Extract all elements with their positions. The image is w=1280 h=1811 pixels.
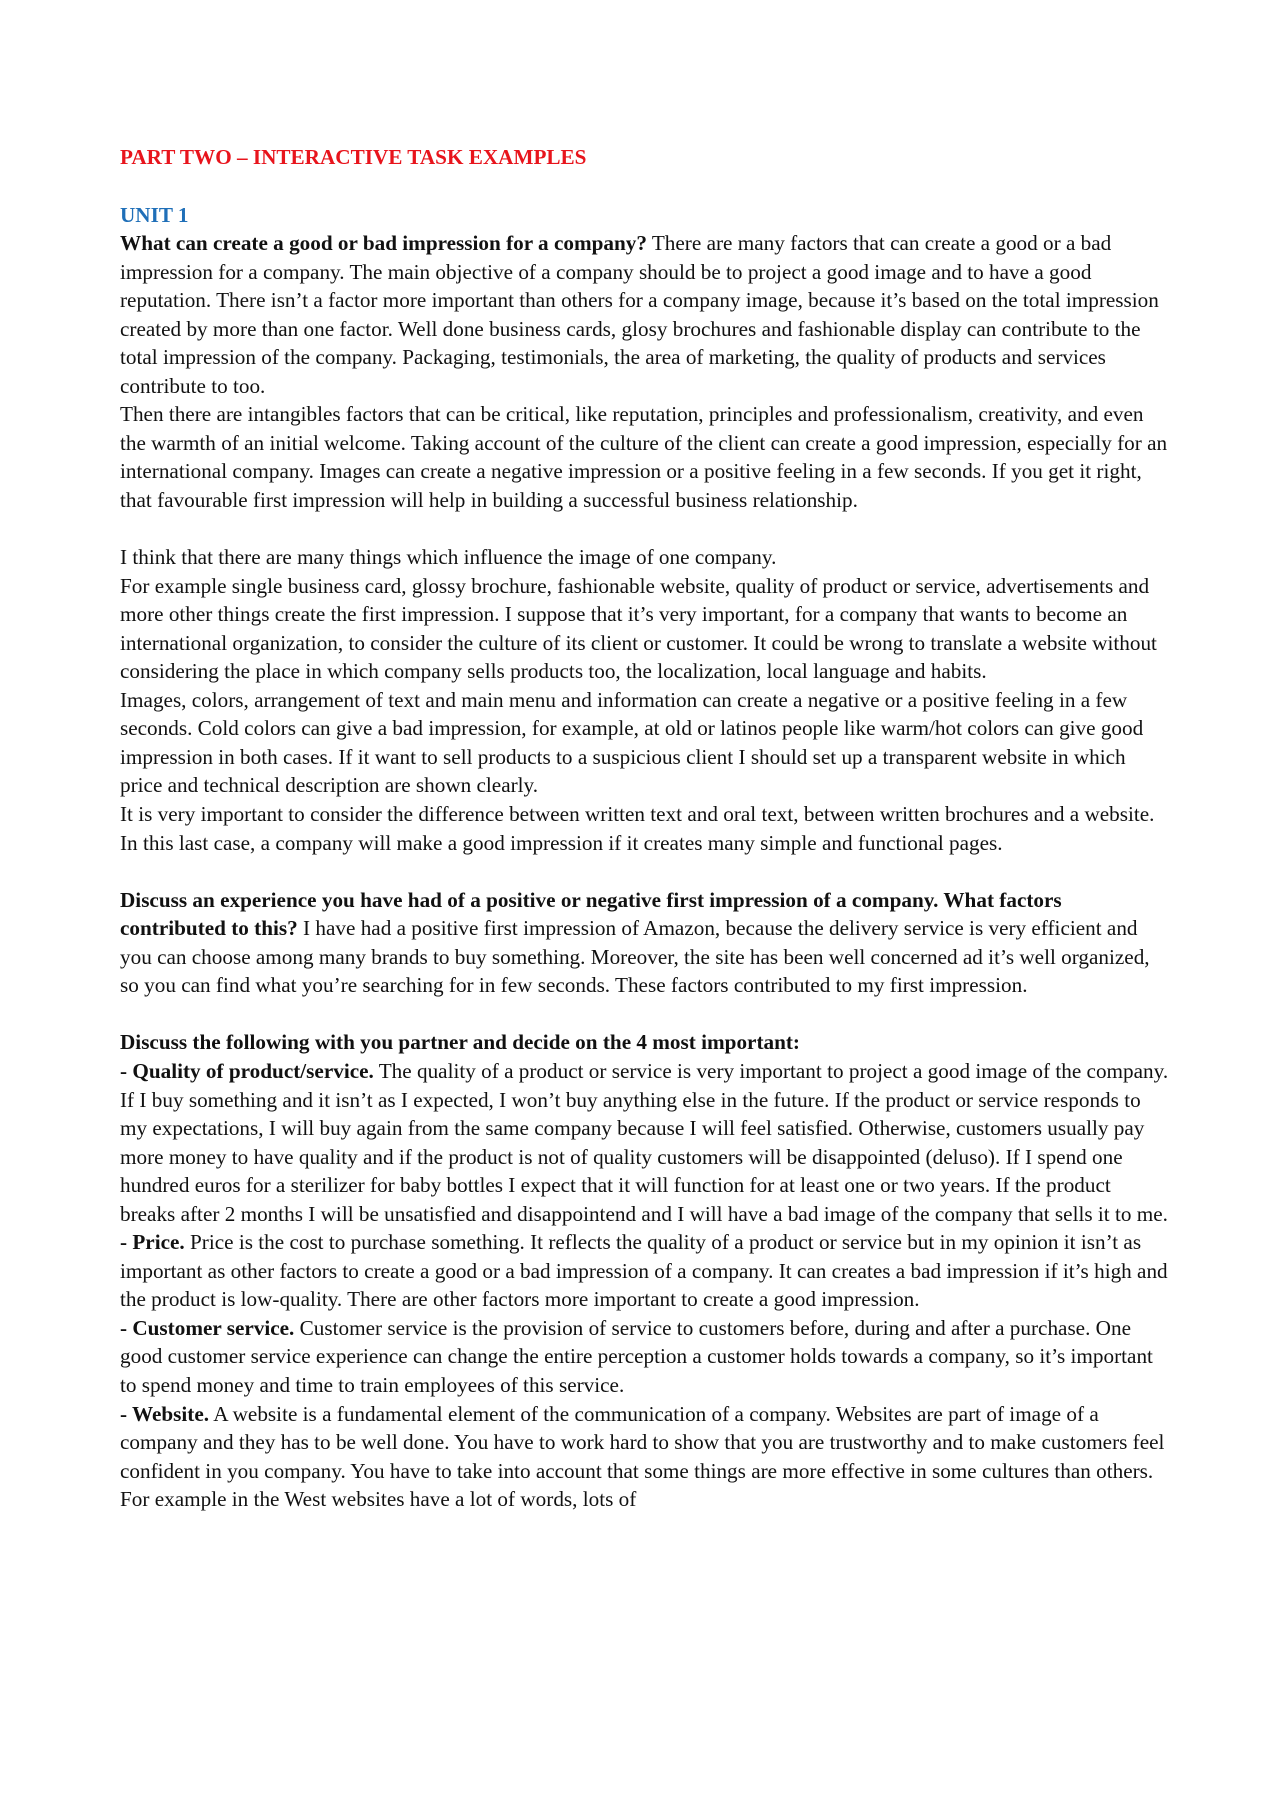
item-text: The quality of a product or service is very important to project a good image of the company. If I buy something and it isn’t as I expected, I won’t buy anything else in the future. If the product or service responds to my expectations, I will buy again from the same company because I will feel satisfied. Otherwise, customers usually pay more money to have quality and if the product is not of quality customers will be disappointed (deluso). If I spend one hundred euros for a sterilizer for baby bottles I expect that it will function for at least one or two years. If the product breaks after 2 months I will be unsatisfied and disappointend and I will have a bad image of the company that sells it to me.: [120, 1058, 1169, 1226]
q1-question: What can create a good or bad impression for a company?: [120, 231, 647, 256]
spacer: [120, 1000, 1170, 1029]
unit-title: UNIT 1: [120, 202, 189, 227]
essay-p4: It is very important to consider the difference between written text and oral text, between written brochures and a website. In this last case, a company will make a good impression if it creates many simple and functional pages.: [120, 802, 1155, 855]
list-item-website: [120, 1400, 1170, 1514]
spacer: [120, 857, 1170, 886]
item-label: - Customer service.: [120, 1315, 295, 1340]
list-item-customer-service: [120, 1314, 1170, 1400]
item-label: - Price.: [120, 1230, 185, 1255]
q3-question: Discuss the following with you partner and decide on the 4 most important:: [120, 1030, 800, 1055]
item-label: - Quality of product/service.: [120, 1058, 374, 1083]
q1-paragraph: [120, 229, 1170, 400]
q2-paragraph: [120, 886, 1170, 1000]
q2-answer: I have had a positive first impression of Amazon, because the delivery service is very efficient and you can choose among many brands to buy something. Moreover, the site has been well concerned ad it’s well organized, so you can find what you’re searching for in few seconds. These factors contributed to my first impression.: [120, 916, 1150, 998]
spacer: [120, 515, 1170, 544]
item-text: Customer service is the provision of service to customers before, during and after a purchase. One good customer service experience can change the entire perception a customer holds towards a company, so it’s important to spend money and time to train employees of this service.: [120, 1315, 1153, 1397]
document-page: [120, 143, 1170, 1514]
item-text: Price is the cost to purchase something. It reflects the quality of a product or service but in my opinion it isn’t as important as other factors to create a good or a bad impression of a company. It can creates a bad impression if it’s high and the product is low-quality. There are other factors more important to create a good impression.: [120, 1230, 1168, 1312]
list-item-quality: [120, 1057, 1170, 1228]
essay-p2: For example single business card, glossy brochure, fashionable website, quality of product or service, advertisements and more other things create the first impression. I suppose that it’s very important, for a company that wants to become an international organization, to consider the culture of its client or customer. It could be wrong to translate a website without considering the place in which company sells products too, the localization, local language and habits.: [120, 573, 1157, 684]
list-item-price: [120, 1228, 1170, 1314]
q1-answer-p2: Then there are intangibles factors that can be critical, like reputation, principles and professionalism, creativity, and even the warmth of an initial welcome. Taking account of the culture of the client can create a good impression, especially for an international company. Images can create a negative impression or a positive feeling in a few seconds. If you get it right, that favourable first impression will help in building a successful business relationship.: [120, 402, 1168, 513]
q2-question: Discuss an experience you have had of a positive or negative first impression of a company. What factors contributed to this?: [120, 887, 1062, 941]
essay-p1: I think that there are many things which influence the image of one company.: [120, 545, 777, 570]
essay-p3: Images, colors, arrangement of text and main menu and information can create a negative or a positive feeling in a few seconds. Cold colors can give a bad impression, for example, at old or latinos people like warm/hot colors can give good impression in both cases. If it want to sell products to a suspicious client I should set up a transparent website in which price and technical description are shown clearly.: [120, 687, 1144, 798]
q1-answer-p1: There are many factors that can create a good or a bad impression for a company. The main objective of a company should be to project a good image and to have a good reputation. There isn’t a factor more important than others for a company image, because it’s based on the total impression created by more than one factor. Well done business cards, glosy brochures and fashionable display can contribute to the total impression of the company. Packaging, testimonials, the area of marketing, the quality of products and services contribute to too.: [120, 231, 1159, 398]
item-text: A website is a fundamental element of the communication of a company. Websites are part of image of a company and they has to be well done. You have to work hard to show that you are trustworthy and to make customers feel confident in you company. You have to take into account that some things are more effective in some cultures than others. For example in the West websites have a lot of words, lots of: [120, 1401, 1165, 1512]
part-title: PART TWO – INTERACTIVE TASK EXAMPLES: [120, 145, 587, 169]
item-label: - Website.: [120, 1401, 210, 1426]
